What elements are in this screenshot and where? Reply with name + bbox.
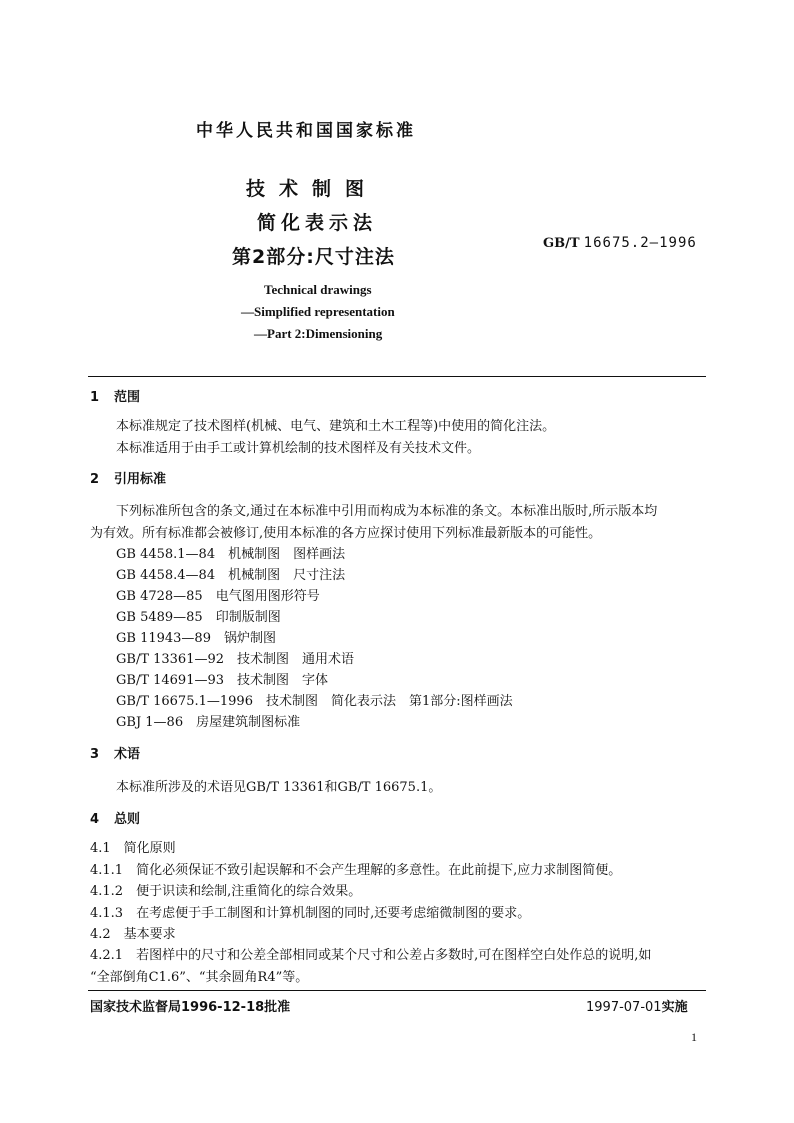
section-2-heading	[90, 468, 166, 487]
clause-heading: 4.1 简化原则	[90, 841, 176, 856]
header-divider	[88, 376, 706, 377]
reference-item: GB/T 16675.1—1996 技术制图 简化表示法 第1部分:图样画法	[116, 694, 513, 709]
clause: 4.1.2 便于识读和绘制,注重简化的综合效果。	[90, 884, 362, 899]
reference-item: GB 4728—85 电气图用图形符号	[116, 589, 320, 604]
document-part-title: 第2部分:尺寸注法	[232, 246, 395, 268]
reference-item: GB 4458.1—84 机械制图 图样画法	[116, 547, 346, 562]
paragraph: 本标准适用于由手工或计算机绘制的技术图样及有关技术文件。	[116, 441, 481, 456]
section-title: 范围	[114, 390, 141, 405]
paragraph: 下列标准所包含的条文,通过在本标准中引用而构成为本标准的条文。本标准出版时,所示版本均	[116, 504, 658, 519]
paragraph: 本标准所涉及的术语见GB/T 13361和GB/T 16675.1。	[116, 780, 442, 795]
implementation-info	[586, 996, 688, 1015]
document-title: 技术制图	[246, 178, 379, 200]
page-number: 1	[691, 1030, 697, 1044]
approval-info: 国家技术监督局1996-12-18批准	[90, 1000, 291, 1015]
section-title: 术语	[114, 747, 141, 762]
clause-heading: 4.2 基本要求	[90, 927, 176, 942]
implementation-label: 实施	[661, 1000, 688, 1015]
standard-code-prefix: GB/T	[543, 236, 580, 251]
reference-item: GB 4458.4—84 机械制图 尺寸注法	[116, 568, 346, 583]
standard-code-number: 16675.2—1996	[583, 235, 697, 251]
section-title: 总则	[114, 812, 141, 827]
country-standard-title: 中华人民共和国国家标准	[196, 121, 416, 141]
reference-item: GB/T 14691—93 技术制图 字体	[116, 673, 329, 688]
section-1-heading	[90, 386, 140, 405]
section-number: 4	[90, 812, 100, 827]
paragraph: 本标准规定了技术图样(机械、电气、建筑和土木工程等)中使用的简化注法。	[116, 419, 556, 434]
reference-item: GB 11943—89 锅炉制图	[116, 631, 276, 646]
clause: 4.1.1 简化必须保证不致引起误解和不会产生理解的多意性。在此前提下,应力求制图简便。	[90, 863, 622, 878]
english-title-line2: —Simplified representation	[241, 304, 395, 319]
english-title-line3: —Part 2:Dimensioning	[254, 326, 383, 341]
clause: 4.2.1 若图样中的尺寸和公差全部相同或某个尺寸和公差占多数时,可在图样空白处作总的说明,如	[90, 948, 652, 963]
standard-code	[543, 235, 697, 251]
section-number: 1	[90, 390, 100, 405]
implementation-date: 1997-07-01	[586, 1000, 662, 1015]
footer-divider	[88, 990, 706, 991]
section-number: 2	[90, 472, 100, 487]
section-3-heading	[90, 743, 140, 762]
reference-item: GBJ 1—86 房屋建筑制图标准	[116, 715, 301, 730]
english-title-line1: Technical drawings	[264, 282, 372, 297]
document-subtitle: 简化表示法	[257, 212, 378, 234]
section-number: 3	[90, 747, 100, 762]
paragraph: 为有效。所有标准都会被修订,使用本标准的各方应探讨使用下列标准最新版本的可能性。	[90, 526, 602, 541]
reference-item: GB/T 13361—92 技术制图 通用术语	[116, 652, 355, 667]
reference-item: GB 5489—85 印制版制图	[116, 610, 281, 625]
section-title: 引用标准	[114, 472, 167, 487]
clause: 4.1.3 在考虑便于手工制图和计算机制图的同时,还要考虑缩微制图的要求。	[90, 906, 531, 921]
section-4-heading	[90, 808, 140, 827]
clause-continuation: “全部倒角C1.6”、“其余圆角R4”等。	[90, 970, 309, 985]
